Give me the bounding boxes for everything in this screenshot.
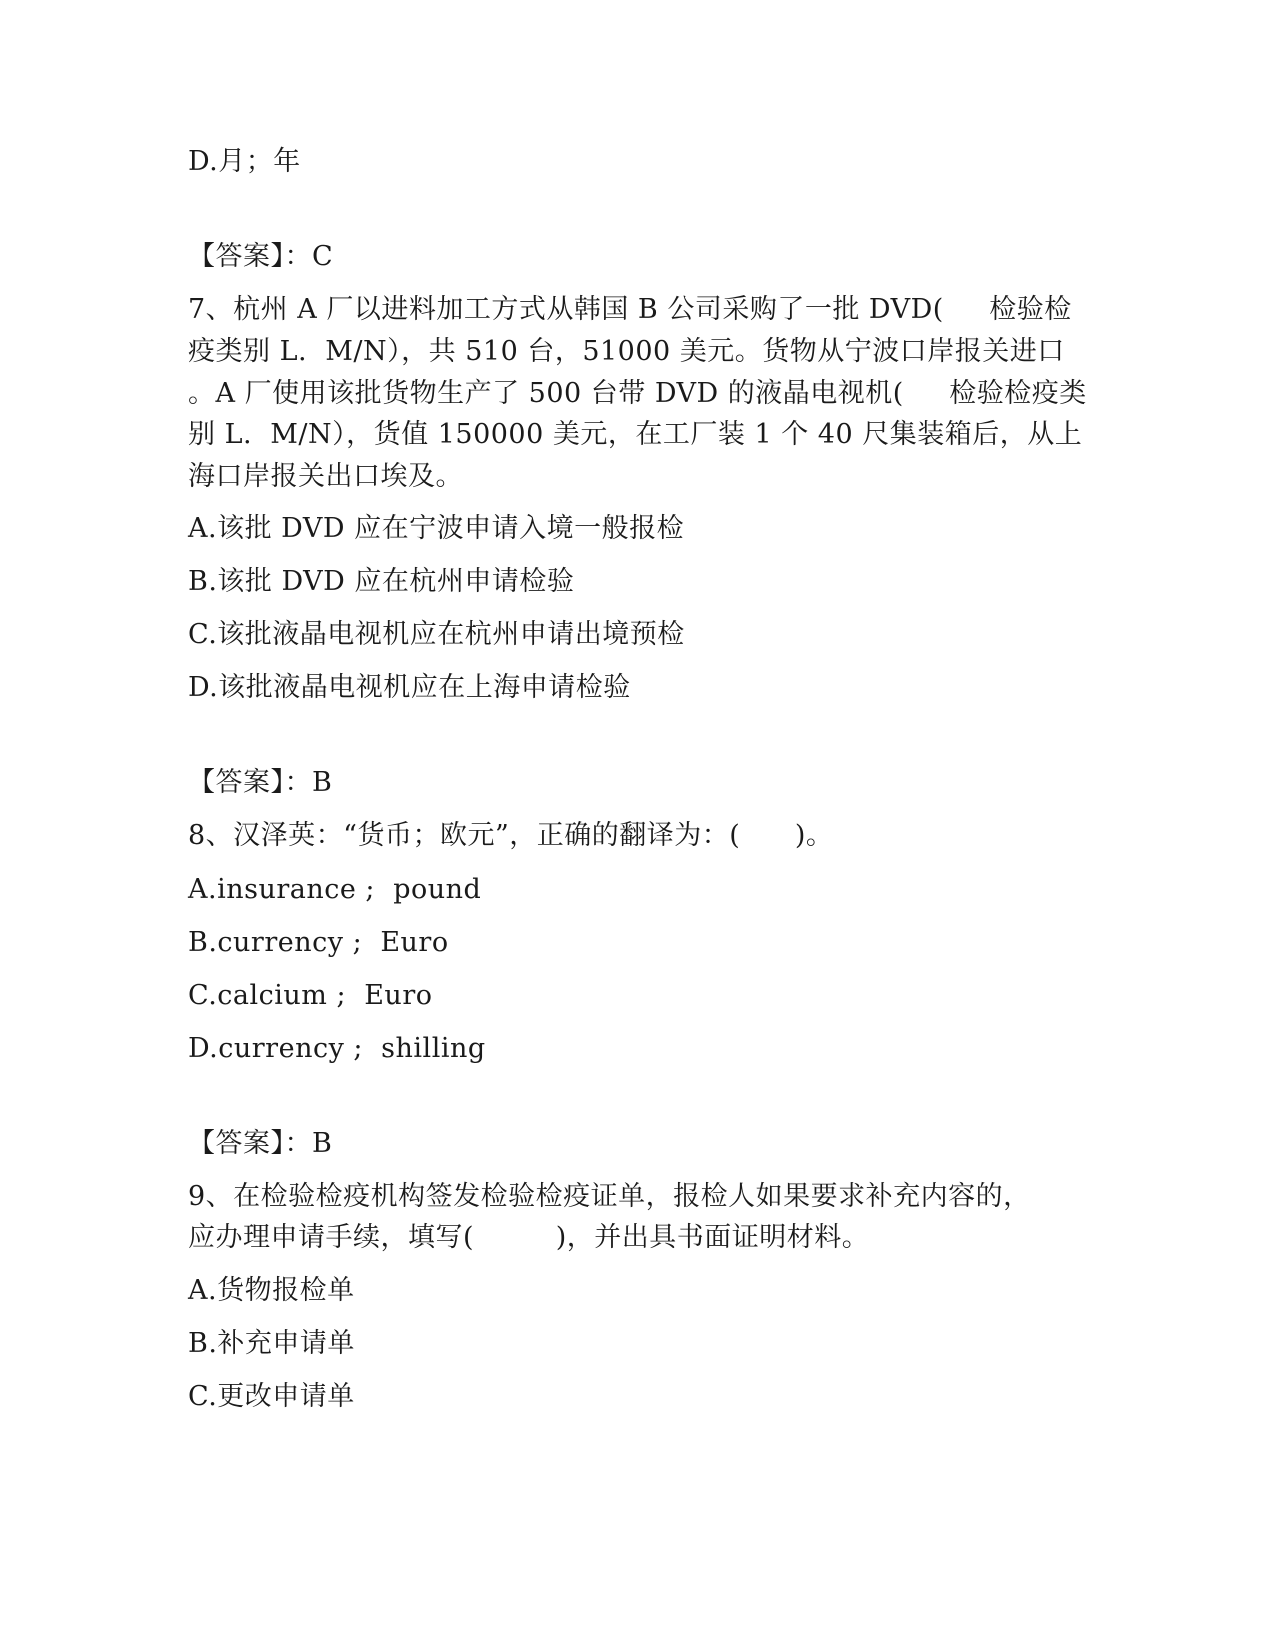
q9-option-c: C.更改申请单 bbox=[188, 1381, 355, 1412]
q8-option-b: B.currency ; Euro bbox=[188, 927, 449, 958]
q7-option-d: D.该批液晶电视机应在上海申请检验 bbox=[188, 672, 631, 703]
q7-line-1: 7、杭州 A 厂以进料加工方式从韩国 B 公司采购了一批 DVD( 检验检 bbox=[188, 294, 1072, 325]
prev-answer: 【答案】：C bbox=[188, 241, 334, 272]
q9-line-1: 9、在检验检疫机构签发检验检疫证单，报检人如果要求补充内容的， bbox=[188, 1181, 1031, 1212]
prev-option-d: D.月；年 bbox=[188, 146, 301, 177]
q9-option-a: A.货物报检单 bbox=[188, 1275, 355, 1306]
q7-line-5: 海口岸报关出口埃及。 bbox=[188, 461, 463, 492]
q8-text: 8、汉泽英：“货币；欧元”，正确的翻译为：( )。 bbox=[188, 820, 834, 851]
q7-line-2: 疫类别 L. M/N），共 510 台，51000 美元。货物从宁波口岸报关进口 bbox=[188, 336, 1065, 367]
q8-answer: 【答案】：B bbox=[188, 1128, 333, 1159]
q9-option-b: B.补充申请单 bbox=[188, 1328, 355, 1359]
q7-option-a: A.该批 DVD 应在宁波申请入境一般报检 bbox=[188, 513, 685, 544]
q7-line-3: 。A 厂使用该批货物生产了 500 台带 DVD 的液晶电视机( 检验检疫类 bbox=[188, 378, 1087, 409]
q8-option-a: A.insurance ; pound bbox=[188, 874, 482, 905]
q7-option-c: C.该批液晶电视机应在杭州申请出境预检 bbox=[188, 619, 685, 650]
q7-option-b: B.该批 DVD 应在杭州申请检验 bbox=[188, 566, 575, 597]
q7-answer: 【答案】：B bbox=[188, 767, 333, 798]
q7-line-4: 别 L. M/N），货值 150000 美元，在工厂装 1 个 40 尺集装箱后，从上 bbox=[188, 419, 1083, 450]
q8-option-d: D.currency ; shilling bbox=[188, 1033, 486, 1064]
q8-option-c: C.calcium ; Euro bbox=[188, 980, 433, 1011]
q9-line-2: 应办理申请手续，填写( )，并出具书面证明材料。 bbox=[188, 1222, 870, 1253]
